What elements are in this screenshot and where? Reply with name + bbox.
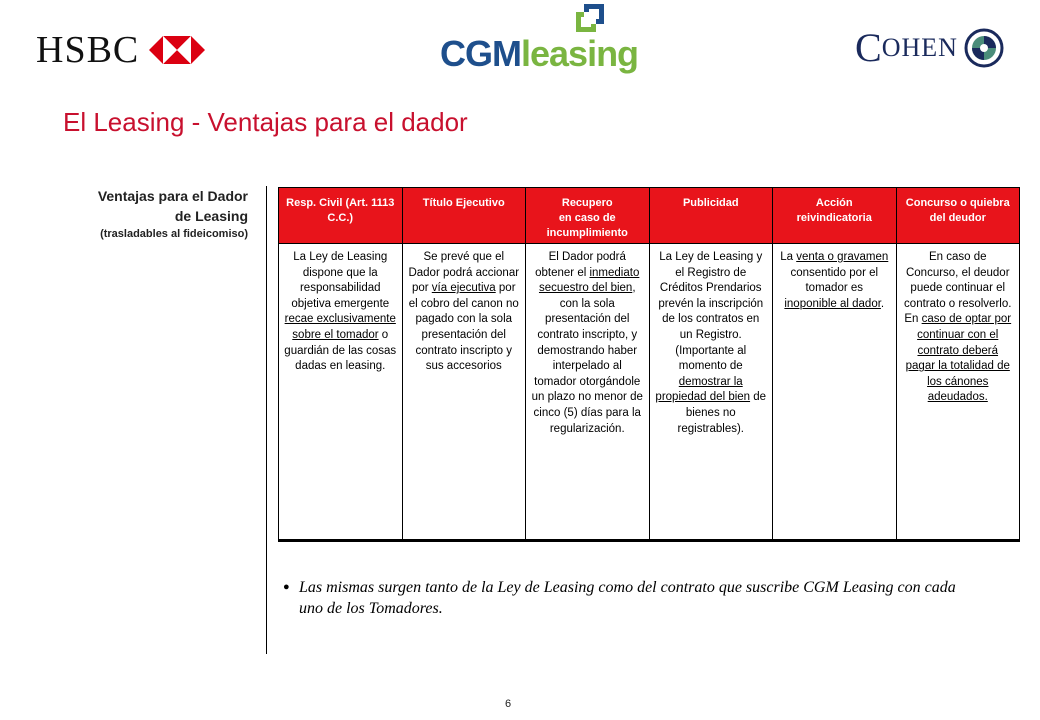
cell-text: Se prevé que el Dador podrá accionar por — [408, 251, 520, 295]
cohen-swirl-icon — [964, 28, 1004, 68]
side-label-sub: (trasladables al fideicomiso) — [100, 228, 248, 240]
underlined-text: inmediato secuestro del bien — [538, 266, 640, 295]
cell-text: El Dador podrá obtener el — [535, 251, 626, 279]
page-number: 6 — [504, 698, 512, 710]
cell-text: , con la sola presentación del contrato inscripto, y demostrando haber interpelado al tomador otorgándole un plazo no menor de cinco (5) días para la regularización. — [531, 282, 643, 435]
table-cell — [402, 244, 526, 541]
column-header: Título Ejecutivo — [402, 188, 526, 244]
cell-text: de bienes no registrables). — [677, 391, 767, 435]
table-row — [279, 244, 1020, 541]
cell-text: consentido por el tomador es — [790, 266, 879, 295]
underlined-text: demostrar la propiedad del bien — [655, 375, 751, 404]
table-cell — [896, 244, 1020, 541]
cgm-leasing-logo — [440, 4, 639, 74]
cohen-logo — [855, 26, 1004, 70]
advantages-table — [278, 187, 1020, 542]
hsbc-hexagon-icon — [149, 36, 205, 64]
bullet-icon: ● — [283, 581, 290, 593]
underlined-text: inoponible al dador — [784, 297, 881, 310]
bullet-note-text: Las mismas surgen tanto de la Ley de Leasing como del contrato que suscribe CGM Leasing con cada uno de los Tomadores. — [299, 579, 956, 617]
page-title: El Leasing - Ventajas para el dador — [63, 107, 468, 137]
table-header-row — [279, 188, 1020, 244]
cell-text: por el cobro del canon no pagado con la sola presentación del contrato inscripto y sus accesorios — [408, 282, 519, 373]
leasing-wordmark: leasing — [521, 33, 639, 74]
vertical-divider — [266, 186, 267, 654]
table-cell — [279, 244, 403, 541]
cell-text: La — [780, 251, 797, 263]
cgm-square-icon — [576, 4, 604, 32]
cell-text: La Ley de Leasing y el Registro de Créditos Prendarios prevén la inscripción de los contratos en un Registro. (Importante al momento de — [658, 251, 764, 373]
cell-text: . — [880, 297, 885, 310]
cell-text: La Ley de Leasing dispone que la responsabilidad objetiva emergente — [291, 251, 390, 310]
column-header: Publicidad — [649, 188, 773, 244]
cohen-initial: C — [855, 25, 882, 70]
hsbc-logo — [36, 30, 205, 70]
side-label-line2: de Leasing — [174, 208, 248, 224]
cell-text: o guardián de las cosas dadas en leasing. — [284, 328, 397, 373]
table-cell — [649, 244, 773, 541]
underlined-text: caso de optar por continuar con el contrato deberá pagar la totalidad de los cánones adeudados. — [905, 313, 1012, 404]
column-header: Resp. Civil (Art. 1113 C.C.) — [279, 188, 403, 244]
cohen-wordmark: OHEN — [881, 33, 958, 62]
column-header: Recupero en caso de incumplimiento — [526, 188, 650, 244]
cell-text: En caso de Concurso, el deudor puede continuar el contrato o resolverlo. En — [904, 251, 1012, 326]
column-header: Concurso o quiebra del deudor — [896, 188, 1020, 244]
bullet-note — [283, 577, 983, 619]
column-header: Acción reivindicatoria — [773, 188, 897, 244]
underlined-text: recae exclusivamente sobre el tomador — [284, 313, 396, 341]
side-label-line1: Ventajas para el Dador — [97, 188, 248, 204]
table-cell — [526, 244, 650, 541]
underlined-text: venta o gravamen — [796, 251, 889, 263]
underlined-text: vía ejecutiva — [431, 282, 496, 295]
hsbc-wordmark: HSBC — [36, 29, 140, 71]
side-label — [48, 186, 248, 242]
table-cell — [773, 244, 897, 541]
cgm-wordmark: CGM — [440, 33, 521, 74]
